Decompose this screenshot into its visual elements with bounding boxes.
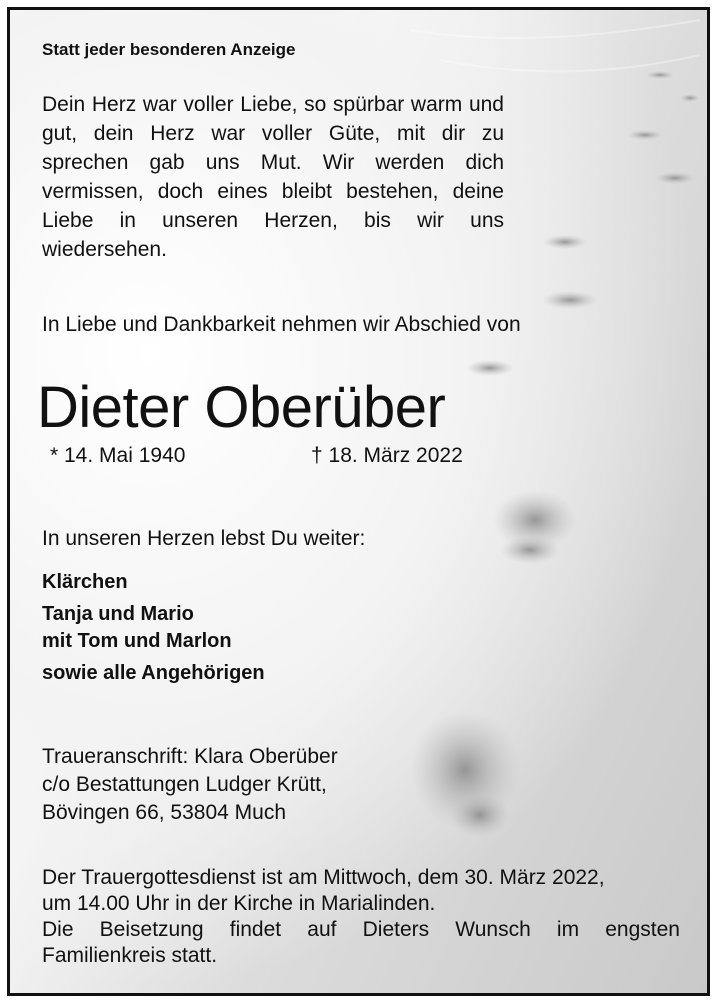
service-line: Die Beisetzung findet auf Dieters Wunsch im engsten <box>42 918 680 941</box>
death-date: † 18. März 2022 <box>311 444 463 467</box>
remembrance-line: In unseren Herzen lebst Du weiter: <box>42 527 366 550</box>
service-line: um 14.00 Uhr in der Kirche in Marialinden. <box>42 892 436 915</box>
deceased-name: Dieter Oberüber <box>37 375 446 440</box>
service-line: Familienkreis statt. <box>42 944 218 967</box>
service-line: Der Trauergottesdienst ist am Mittwoch, dem 30. März 2022, <box>42 866 605 889</box>
birth-date: * 14. Mai 1940 <box>50 444 186 467</box>
farewell-intro: In Liebe und Dankbarkeit nehmen wir Abschied von <box>42 313 521 336</box>
address-line: c/o Bestattungen Ludger Krütt, <box>42 773 327 796</box>
family-member: Tanja und Mario <box>42 603 194 625</box>
obituary-frame <box>7 7 710 996</box>
mourning-address <box>42 743 338 827</box>
poem-text: Dein Herz war voller Liebe, so spürbar warm und gut, dein Herz war voller Güte, mit dir zu sprechen gab uns Mut. Wir werden dich vermissen, doch eines bleibt bestehen, deine Liebe in unseren Herzen, bis wir uns wiedersehen. <box>42 93 504 261</box>
family-member: Klärchen <box>42 571 128 593</box>
address-line: Traueranschrift: Klara Oberüber <box>42 745 338 768</box>
family-member: mit Tom und Marlon <box>42 630 232 652</box>
header-note: Statt jeder besonderen Anzeige <box>42 40 296 59</box>
service-info <box>42 865 680 969</box>
family-member: sowie alle Angehörigen <box>42 662 265 684</box>
address-line: Bövingen 66, 53804 Much <box>42 801 287 824</box>
